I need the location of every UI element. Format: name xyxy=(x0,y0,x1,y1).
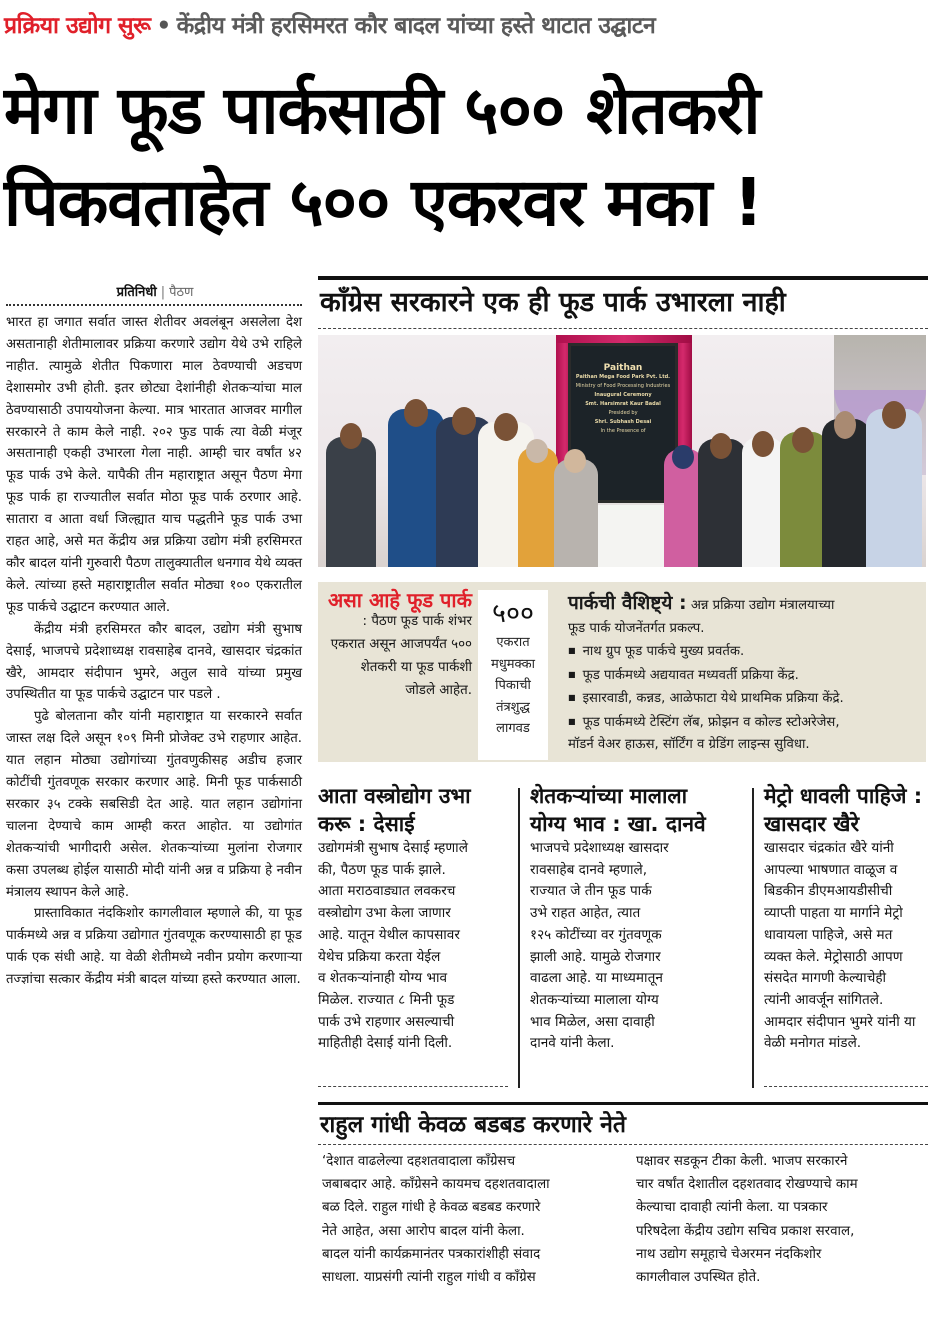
person-head xyxy=(752,431,774,457)
bottom-story-line: नाथ उद्योग समूहाचे चेअरमन नंदकिशोर xyxy=(636,1246,822,1262)
stat-number: ५०० xyxy=(491,598,535,629)
person-head xyxy=(452,407,476,435)
sub-story-line: उभे राहत आहेत, त्यात xyxy=(530,905,641,922)
features-title: पार्कची वैशिष्ट्ये : xyxy=(568,592,687,614)
story-end-divider xyxy=(764,1086,928,1087)
photo-section-heading: काँग्रेस सरकारने एक ही फूड पार्क उभारला नाही xyxy=(320,287,786,318)
curtain-top xyxy=(556,335,692,343)
inauguration-photo xyxy=(318,335,926,567)
sub-story-line: वाढला आहे. या माध्यमातून xyxy=(530,970,663,987)
kicker-highlight: प्रक्रिया उद्योग सुरू xyxy=(4,13,151,39)
main-paragraph-2: केंद्रीय मंत्री हरसिमरत कौर बादल, उद्योग मंत्री सुभाष देसाई, भाजपचे प्रदेशाध्यक्ष रावसाहेब दानवे, खासदार चंद्रकांत खैरे, आमदार संदीपान भुमरे, अतुल सावे यांच्या प्रमुख उपस्थितीत या फूड पार्कचे उद्घाटन पार पडले . xyxy=(6,621,302,703)
headline-line-1: मेगा फूड पार्कसाठी ५०० शेतकरी xyxy=(4,72,760,149)
sub-story-line: आपल्या भाषणात वाळूज व xyxy=(764,861,898,878)
sub-story-line: येथेच प्रक्रिया करता येईल xyxy=(318,948,441,965)
sub-story-line: आहे. यातून येथील कापसावर xyxy=(318,926,460,943)
sub-story-line: व शेतकऱ्यांनाही योग्य भाव xyxy=(318,970,448,987)
sub-story-line: की, पैठण फूड पार्क झाले. xyxy=(318,861,446,878)
sub-story-line: वस्त्रोद्योग उभा केला जाणार xyxy=(318,905,451,922)
story-end-divider xyxy=(318,1086,508,1087)
stat-box xyxy=(478,590,548,760)
headline-line-2: पिकवताहेत ५०० एकरवर मका ! xyxy=(4,164,763,241)
sub-story-line: संसदेत मागणी केल्याचेही xyxy=(764,970,887,987)
sub-story-heading: खासदार खैरे xyxy=(764,812,860,836)
features-list xyxy=(568,592,924,757)
byline xyxy=(6,282,304,300)
column-divider xyxy=(752,788,754,1088)
sub-story-heading: आता वस्त्रोद्योग उभा xyxy=(318,784,471,808)
bottom-story-col-2 xyxy=(636,1150,928,1289)
person-head xyxy=(882,401,906,429)
bottom-story-line: जबाबदार आहे. काँग्रेसने कायमच दहशतवादाला xyxy=(322,1177,550,1193)
feature-item: ■ फूड पार्कमध्ये टेस्टिंग लॅब, फ्रोझन व कोल्ड स्टोअरेजेस, xyxy=(568,711,924,735)
sub-story-heading: करू : देसाई xyxy=(318,812,415,836)
sub-story-line: त्यांनी आवर्जून सांगितले. xyxy=(764,991,884,1008)
main-paragraph-3: पुढे बोलताना कौर यांनी महाराष्ट्रात या सरकारने सर्वात जास्त लक्ष दिले असून १०९ मिनी प्रोजेक्ट उभे राहणार आहेत. यात लहान मोठ्या उद्योगांच्या गुंतवणुकीसह अडीच हजार कोटींची गुंतवणूक सरकार करणार आहे. मिनी फूड पार्कसाठी सरकार ३५ टक्के सबसिडी देत आहे. यात लहान उद्योगांना चालना देण्याचे काम आम्ही करत आहोत. या उद्योगांत शेतकऱ्यांची भागीदारी असेल. शेतकऱ्यांच्या मुलांना रोजगार कसा उपलब्ध होईल यासाठी मोदी यांनी अन्न व प्रक्रिया हे नवीन मंत्रालय स्थापन केले आहे. xyxy=(6,709,302,900)
sub-story-line: माहितीही देसाई यांनी दिली. xyxy=(318,1035,453,1052)
sub-story-desai xyxy=(318,782,514,1055)
sub-story-line: वेळी मनोगत मांडले. xyxy=(764,1035,862,1052)
main-story xyxy=(6,312,302,991)
kicker-line xyxy=(4,6,928,46)
feature-item: ■ फूड पार्कमध्ये अद्ययावत मध्यवर्ती प्रक्रिया केंद्र. xyxy=(568,664,924,688)
bottom-story-line: परिषदेला केंद्रीय उद्योग सचिव प्रकाश सरवाल, xyxy=(636,1223,855,1239)
sub-story-heading: योग्य भाव : खा. दानवे xyxy=(530,812,706,836)
sub-story-line: धावायला पाहिजे, असे मत xyxy=(764,926,893,943)
person-head xyxy=(564,449,586,473)
bottom-story-col-1 xyxy=(322,1150,622,1289)
feature-item-tail: मॉडर्न वेअर हाऊस, सॉर्टिंग व ग्रेडिंग लाइन्स सुविधा. xyxy=(568,737,810,752)
sub-story-line: खासदार चंद्रकांत खैरे यांनी xyxy=(764,840,894,856)
stat-line: मधुमक्का xyxy=(491,656,535,672)
bottom-story-line: नेते आहेत, असा आरोप बादल यांनी केला. xyxy=(322,1223,525,1239)
person-head xyxy=(404,399,428,427)
sub-story-heading: शेतकऱ्यांच्या मालाला xyxy=(530,784,688,808)
person-head xyxy=(494,413,518,441)
sub-story-line: शेतकऱ्यांच्या मालाला योग्य xyxy=(530,991,659,1008)
byline-separator: | xyxy=(160,285,166,300)
person-head xyxy=(672,445,694,469)
section-rule xyxy=(318,276,928,280)
feature-item: ■ इसारवाडी, कन्नड, आळेफाटा येथे प्राथमिक प्रक्रिया केंद्रे. xyxy=(568,687,924,711)
main-paragraph-4: प्रास्ताविकात नंदकिशोर कागलीवाल म्हणाले की, या फूड पार्कमध्ये अन्न व प्रक्रिया उद्योगात गुंतवणूक करण्यासाठी हा फूड पार्क एक संधी आहे. या वेळी शेतीमध्ये नवीन प्रयोग करणाऱ्या तज्ज्ञांचा सत्कार केंद्रीय मंत्री बादल यांच्या हस्ते करण्यात आला. xyxy=(6,906,302,988)
features-intro: अन्न प्रक्रिया उद्योग मंत्रालयाच्या xyxy=(690,598,835,613)
person-head xyxy=(710,433,732,459)
bottom-story-line: साधला. याप्रसंगी त्यांनी राहुल गांधी व काँग्रेस xyxy=(322,1270,536,1286)
sub-story-line: रावसाहेब दानवे म्हणाले, xyxy=(530,861,648,878)
sub-story-heading: मेट्रो धावली पाहिजे : xyxy=(764,784,923,808)
person-head xyxy=(792,427,814,453)
person-head xyxy=(340,423,362,449)
sub-story-danve xyxy=(530,782,738,1055)
column-divider xyxy=(518,788,520,1088)
section-rule xyxy=(318,1102,928,1105)
sub-story-khaire xyxy=(764,782,928,1055)
byline-divider xyxy=(6,304,302,306)
kicker-separator: • xyxy=(156,13,171,39)
sub-story-line: दानवे यांनी केला. xyxy=(530,1035,615,1052)
stat-line: तंत्रशुद्ध xyxy=(496,699,530,715)
byline-place: पैठण xyxy=(169,285,194,300)
features-intro-2: फूड पार्क योजनेंतर्गत प्रकल्प. xyxy=(568,620,705,636)
bottom-story-line: ‘देशात वाढलेल्या दहशतवादाला काँग्रेसच xyxy=(322,1154,516,1169)
sub-story-line: भाजपचे प्रदेशाध्यक्ष खासदार xyxy=(530,840,669,856)
stat-line: लागवड xyxy=(496,721,530,736)
sub-story-line: व्यक्त केले. मेट्रोसाठी आपण xyxy=(764,948,903,965)
sub-story-line: मिळेल. राज्यात ८ मिनी फूड xyxy=(318,991,455,1008)
bottom-story-line: चार वर्षांत देशातील दहशतवाद रोखण्याचे काम xyxy=(636,1177,858,1193)
bottom-story-line: बादल यांनी कार्यक्रमानंतर पत्रकारांशीही संवाद xyxy=(322,1246,541,1262)
heading-divider xyxy=(318,328,928,329)
inauguration-plaque: Paithan Paithan Mega Food Park Pvt. Ltd. Ministry of Food Processing Industries Inaugural Ceremony Smt. Harsimrat Kaur Badal Presided by Shri. Subhash Desai In the Presence of xyxy=(568,343,678,503)
sub-story-line: आता मराठवाड्यात लवकरच xyxy=(318,883,456,900)
byline-author: प्रतिनिधी xyxy=(116,285,157,300)
infobox-text: : पैठण फूड पार्क शंभर एकरात असून आजपर्यंत ५०० शेतकरी या फूड पार्कशी जोडले आहेत. xyxy=(330,614,472,698)
sub-story-line: राज्यात जे तीन फूड पार्क xyxy=(530,883,652,900)
sub-story-line: बिडकीन डीएमआयडीसीची xyxy=(764,883,893,900)
sub-story-line: उद्योगमंत्री सुभाष देसाई म्हणाले xyxy=(318,840,468,856)
person xyxy=(554,459,598,567)
stat-line: एकरात xyxy=(496,635,530,650)
stat-line: पिकाची xyxy=(495,678,531,693)
bottom-story-line: कागलीवाल उपस्थित होते. xyxy=(636,1270,761,1286)
person-head xyxy=(834,411,856,439)
person xyxy=(866,409,922,567)
bottom-story-heading: राहुल गांधी केवळ बडबड करणारे नेते xyxy=(320,1112,626,1138)
feature-item: ■ नाथ ग्रुप फूड पार्कचे मुख्य प्रवर्तक. xyxy=(568,640,924,664)
sub-story-line: झाली आहे. यामुळे रोजगार xyxy=(530,948,661,965)
infobox-title: असा आहे फूड पार्क xyxy=(328,588,472,612)
sub-story-line: पार्क उभे राहणार असल्याची xyxy=(318,1013,455,1030)
sub-story-line: भाव मिळेल, असा दावाही xyxy=(530,1013,655,1030)
bottom-story-line: बळ दिले. राहुल गांधी हे केवळ बडबड करणारे xyxy=(322,1200,541,1216)
heading-divider xyxy=(318,1144,928,1145)
main-paragraph-1: भारत हा जगात सर्वात जास्त शेतीवर अवलंबून असलेला देश असतानाही शेतीमालावर प्रक्रिया करणारे उद्योग येथे उभे राहिले नाहीत. त्यामुळे शेतीत पिकणारा माल ठेवण्याची अडचण देशासमोर उभी होती. इतर छोट्या देशांनीही शेतकऱ्यांचा माल ठेवण्यासाठी उपाययोजना केल्या. मात्र भारतात आजवर मागील सरकारने ते काम केले नाही. २०२ फुड पार्क त्या वेळी मंजूर असतानाही एकही उभारला गेला नाही. आम्ही चार वर्षांत ४२ फूड पार्क उभे केले. यापैकी तीन महाराष्ट्रात असून पैठण मेगा फूड पार्क हा राज्यातील सर्वात मोठा फूड पार्क ठरणार आहे. सातारा व आता वर्धा जिल्ह्यात याच पद्धतीने फूड पार्क उभा राहत आहे, असे मत केंद्रीय अन्न प्रक्रिया उद्योग मंत्री हरसिमरत कौर बादल यांनी गुरुवारी पैठण तालुक्यातील धनगाव येथे व्यक्त केले. त्यांच्या हस्ते महाराष्ट्रातील सर्वात मोठ्या १०० एकरातील फूड पार्कचे उद्घाटन करण्यात आले. xyxy=(6,315,302,615)
bottom-story-line: पक्षावर सडकून टीका केली. भाजप सरकारने xyxy=(636,1154,848,1169)
person xyxy=(822,419,870,567)
sub-story-line: आमदार संदीपान भुमरे यांनी या xyxy=(764,1013,916,1030)
person xyxy=(326,437,376,567)
person xyxy=(518,447,558,567)
kicker-text: केंद्रीय मंत्री हरसिमरत कौर बादल यांच्या हस्ते थाटात उद्घाटन xyxy=(176,13,656,39)
person-head xyxy=(526,439,548,463)
sub-story-line: व्याप्ती पाहता या मार्गाने मेट्रो xyxy=(764,905,903,922)
bottom-story-line: केल्याचा दावाही त्यांनी केला. या पत्रकार xyxy=(636,1200,828,1216)
sub-story-line: १२५ कोटींच्या वर गुंतवणूक xyxy=(530,926,662,943)
